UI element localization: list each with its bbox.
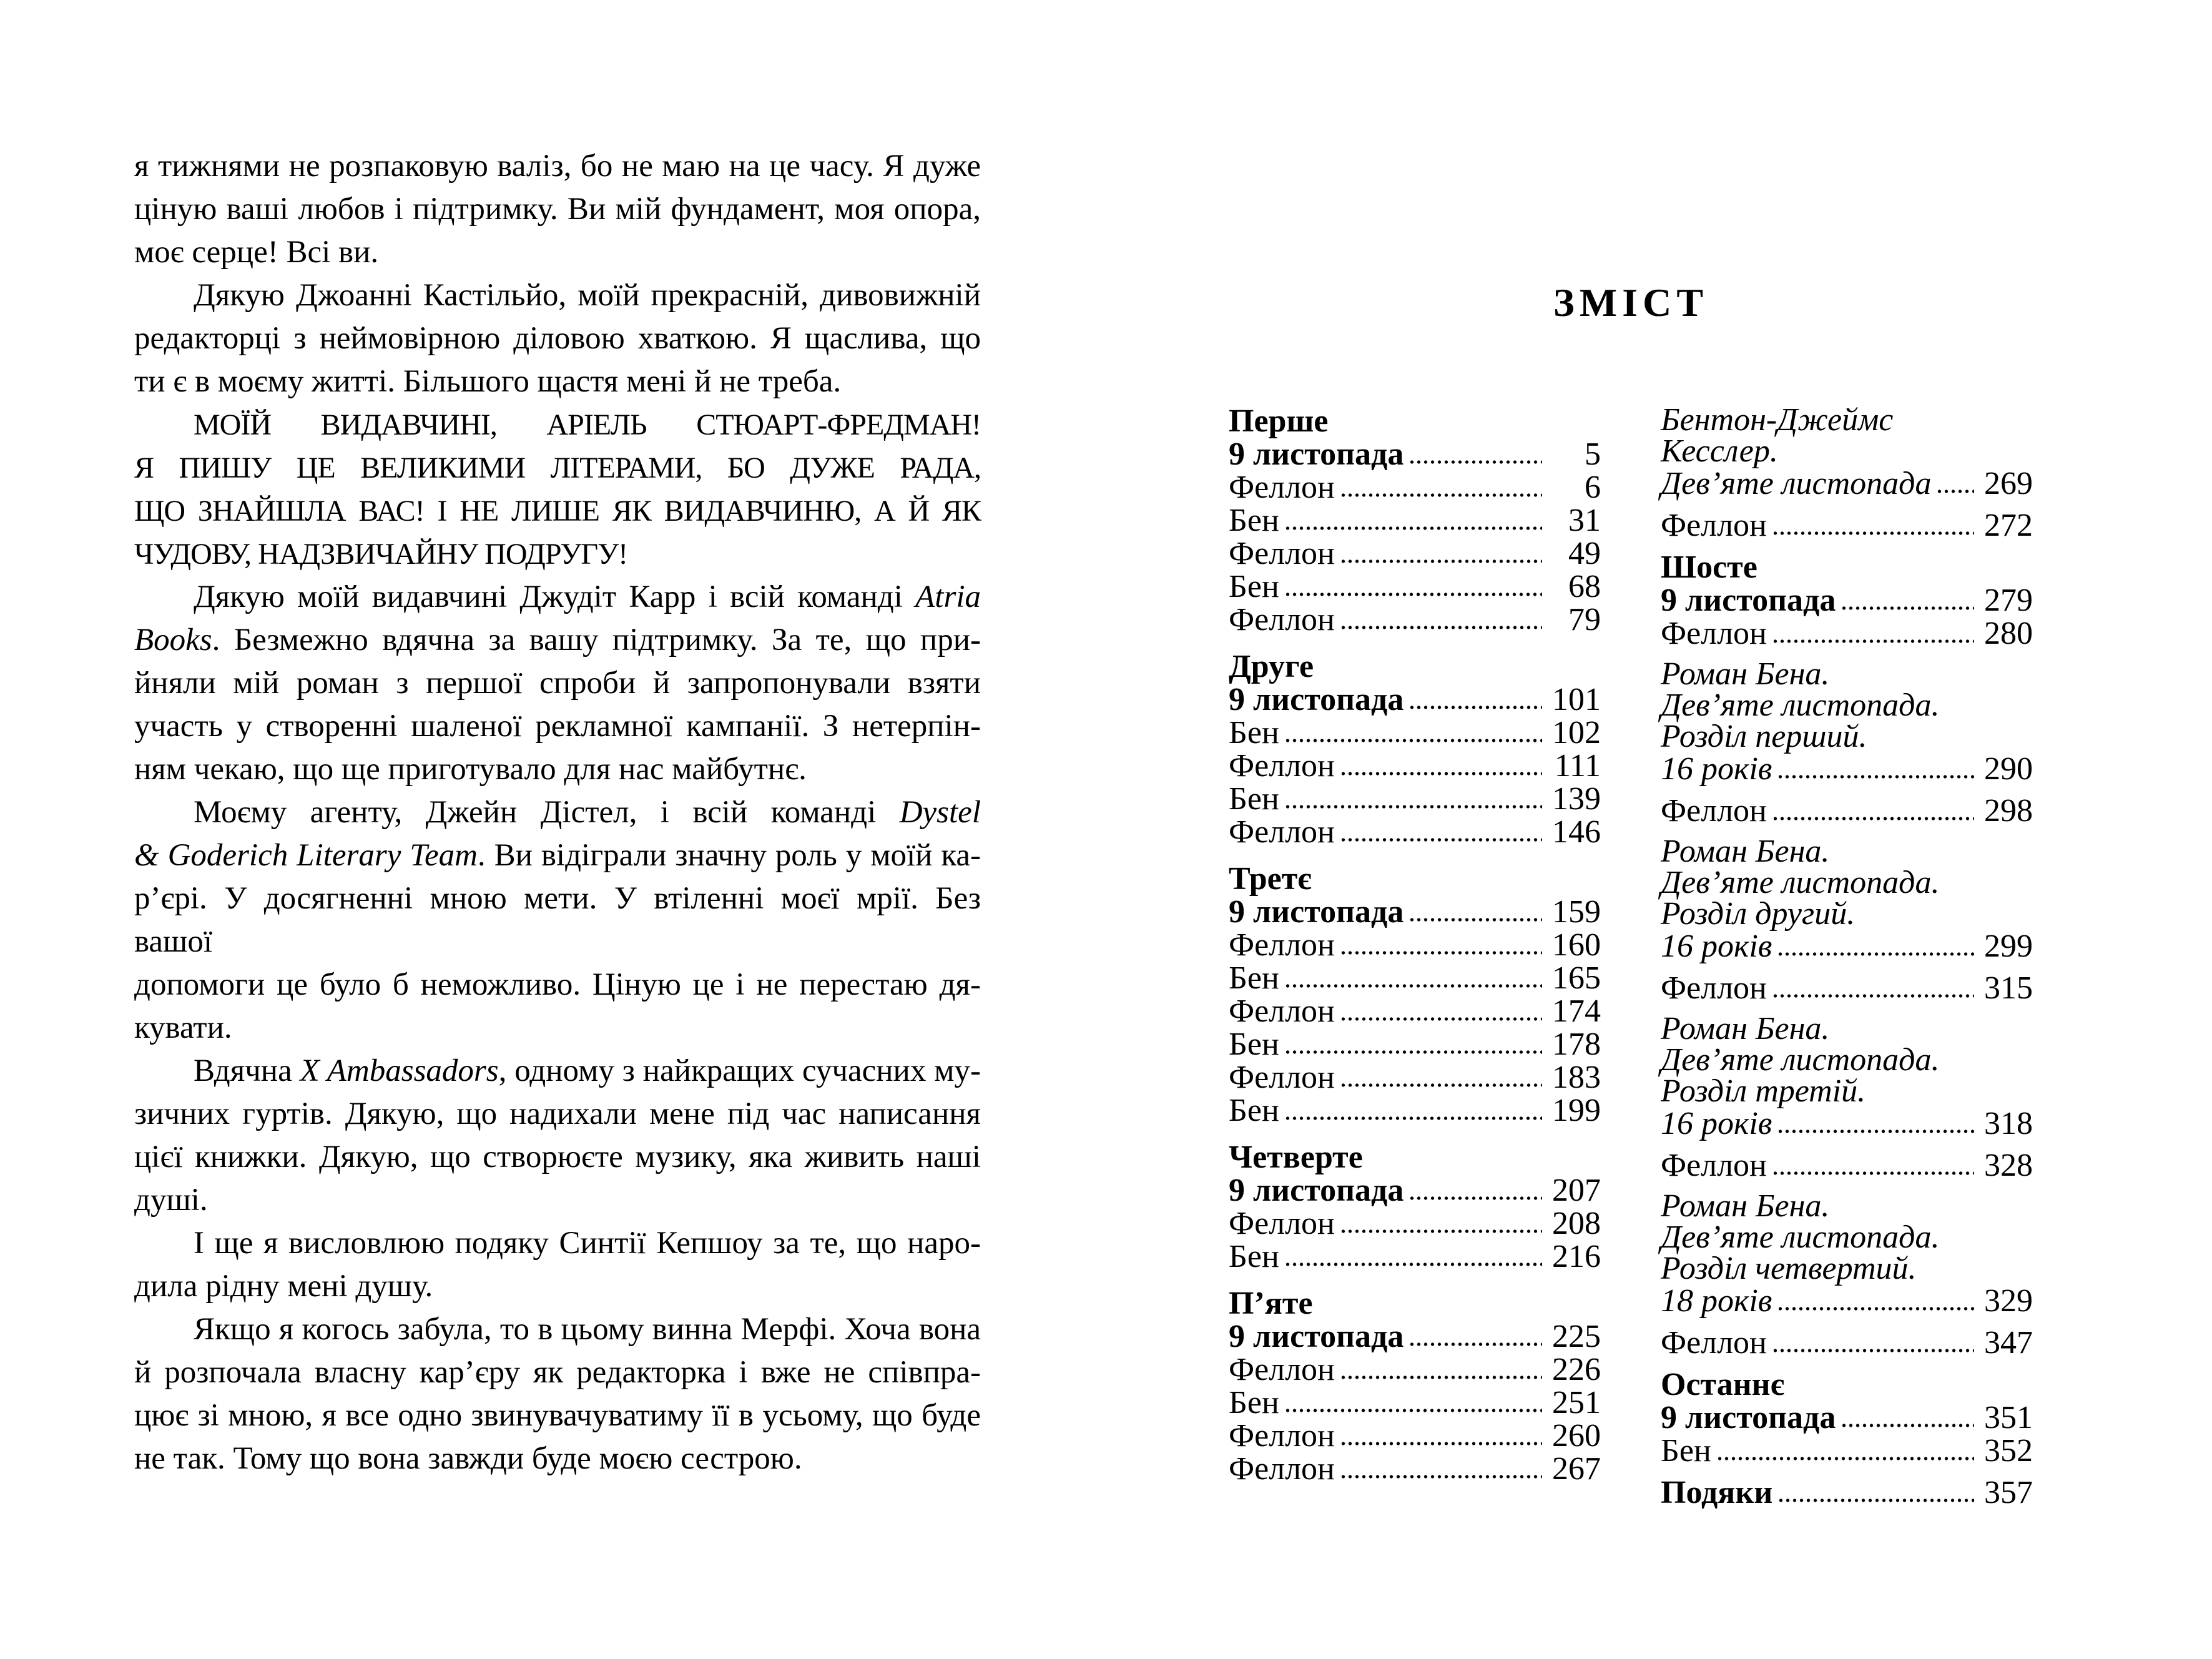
toc-entry-page-number: 260 — [1552, 1418, 1601, 1454]
toc-entry-page-number: 315 — [1984, 970, 2033, 1006]
toc-entry — [1661, 1149, 2033, 1182]
toc-entry-label: Феллон — [1229, 814, 1335, 850]
toc-entry-page-number: 347 — [1984, 1325, 2033, 1361]
toc-entry — [1229, 995, 1601, 1028]
toc-entry-line: Дев’яте листопада. — [1661, 687, 1940, 723]
toc-entry-line: Роман Бена. — [1661, 834, 1830, 869]
toc-entry — [1661, 1434, 2033, 1467]
toc-entry-label: Бен — [1229, 1239, 1279, 1274]
text-line — [134, 533, 981, 576]
text-line — [134, 877, 981, 963]
toc-entry — [1229, 603, 1601, 636]
toc-entry — [1661, 551, 2033, 617]
text-segment: зичних гуртів. Дякую, що надихали мене під час написання — [134, 1096, 981, 1131]
text-line — [134, 231, 981, 274]
toc-entry — [1229, 1287, 1601, 1353]
toc-entry-label: 9 листопада — [1229, 894, 1404, 930]
toc-entry — [1661, 402, 2033, 501]
toc-entry-page-number: 280 — [1984, 616, 2033, 651]
toc-column-left — [1229, 405, 1601, 1509]
contents-page-title: ЗМІСТ — [1553, 280, 1708, 325]
toc-entry — [1229, 504, 1601, 537]
toc-entry-page-number: 183 — [1552, 1060, 1601, 1095]
toc-entry-page-number: 225 — [1552, 1319, 1601, 1354]
text-line — [134, 490, 981, 533]
toc-entry-page-number: 101 — [1552, 682, 1601, 717]
text-line — [134, 360, 981, 403]
text-line — [134, 1093, 981, 1136]
toc-dot-leader — [1408, 704, 1542, 711]
toc-entry-line: Роман Бена. — [1661, 656, 1830, 692]
text-segment: не так. Тому що вона завжди буде моєю сестрою. — [134, 1441, 802, 1476]
toc-dot-leader — [1284, 1407, 1542, 1414]
text-line — [134, 188, 981, 231]
toc-section-heading: П’яте — [1229, 1286, 1313, 1321]
toc-dot-leader — [1772, 638, 1974, 644]
toc-entry-page-number: 5 — [1585, 436, 1601, 472]
text-line — [134, 576, 981, 619]
toc-dot-leader — [1340, 1440, 1542, 1447]
toc-entry-label: Бен — [1229, 1093, 1279, 1128]
toc-entry-page-number: 79 — [1568, 602, 1601, 638]
toc-entry — [1661, 656, 2033, 787]
toc-entry-page-number: 6 — [1585, 470, 1601, 505]
toc-dot-leader — [1340, 1228, 1542, 1234]
toc-entry — [1229, 1353, 1601, 1386]
toc-dot-leader — [1284, 591, 1542, 598]
text-segment-italic: & Goderich Literary Team — [134, 838, 478, 873]
toc-entry-page-number: 159 — [1552, 894, 1601, 930]
toc-dot-leader — [1284, 737, 1542, 744]
text-segment-italic: Atria — [915, 579, 981, 614]
text-segment: редакторці з неймовірною діловою хваткою. Я щаслива, що — [134, 321, 981, 356]
toc-entry-label: Феллон — [1229, 536, 1335, 571]
text-segment-italic: X Ambassadors — [300, 1053, 499, 1088]
toc-entry-page-number: 31 — [1568, 503, 1601, 538]
text-segment: . Ви відіграли значну роль у моїй ка- — [477, 838, 981, 873]
toc-entry-page-number: 352 — [1984, 1433, 2033, 1469]
text-segment: ЩО ЗНАЙШЛА ВАС! І НЕ ЛИШЕ ЯК ВИДАВЧИНЮ, А Й ЯК — [134, 495, 981, 528]
text-line — [134, 748, 981, 791]
toc-entry — [1229, 782, 1601, 815]
toc-entry-page-number: 226 — [1552, 1352, 1601, 1387]
toc-entry-page-number: 49 — [1568, 536, 1601, 571]
toc-dot-leader — [1340, 1474, 1542, 1480]
toc-dot-leader — [1408, 459, 1542, 465]
text-segment: моє серце! Всі ви. — [134, 235, 379, 270]
toc-dot-leader — [1340, 770, 1542, 777]
toc-column-right — [1661, 402, 2033, 1510]
text-line — [134, 1222, 981, 1265]
toc-dot-leader — [1772, 1347, 1974, 1354]
toc-entry-line: Розділ перший. — [1661, 719, 1867, 754]
text-line — [134, 1007, 981, 1050]
toc-dot-leader — [1284, 1115, 1542, 1121]
toc-entry-label: Феллон — [1661, 1148, 1767, 1183]
toc-entry-label: Феллон — [1661, 616, 1767, 651]
toc-entry-label: 9 листопада — [1229, 1319, 1404, 1354]
toc-dot-leader — [1284, 804, 1542, 810]
toc-dot-leader — [1340, 624, 1542, 631]
toc-entry-line: Бентон-Джеймс — [1661, 402, 1894, 438]
toc-entry-label: Бен — [1229, 1026, 1279, 1062]
toc-entry-label: 18 років — [1661, 1283, 1772, 1319]
toc-entry-label: Бен — [1229, 569, 1279, 604]
toc-entry — [1661, 509, 2033, 542]
toc-entry-page-number: 178 — [1552, 1026, 1601, 1062]
toc-entry — [1229, 749, 1601, 782]
toc-entry — [1229, 1207, 1601, 1240]
toc-entry-label: 16 років — [1661, 928, 1772, 964]
toc-entry-label: Феллон — [1661, 508, 1767, 543]
toc-entry-page-number: 328 — [1984, 1148, 2033, 1183]
toc-entry-label: 9 листопада — [1229, 1173, 1404, 1208]
toc-entry — [1229, 1386, 1601, 1419]
toc-entry — [1661, 1476, 2033, 1509]
text-line — [134, 1351, 981, 1394]
toc-dot-leader — [1284, 983, 1542, 989]
toc-section-heading: Четверте — [1229, 1140, 1363, 1175]
toc-entry-page-number: 146 — [1552, 814, 1601, 850]
toc-dot-leader — [1340, 1374, 1542, 1381]
text-line — [134, 619, 981, 662]
toc-entry — [1661, 794, 2033, 827]
toc-entry-label: 16 років — [1661, 751, 1772, 787]
toc-entry — [1661, 1013, 2033, 1140]
toc-entry-label: Феллон — [1661, 970, 1767, 1006]
toc-dot-leader — [1284, 525, 1542, 531]
text-segment: І ще я висловлюю подяку Синтії Кепшоу за те, що наро- — [194, 1226, 981, 1261]
toc-section-heading: Друге — [1229, 649, 1314, 684]
text-line — [134, 705, 981, 748]
toc-entry-label: Феллон — [1661, 793, 1767, 829]
text-segment: Вдячна — [194, 1053, 300, 1088]
toc-entry-page-number: 298 — [1984, 793, 2033, 829]
toc-entry-page-number: 267 — [1552, 1451, 1601, 1487]
toc-entry — [1661, 972, 2033, 1005]
toc-dot-leader — [1936, 488, 1974, 495]
toc-entry — [1661, 1188, 2033, 1319]
toc-entry-label: 9 листопада — [1661, 1400, 1836, 1435]
toc-entry-label: Бен — [1229, 781, 1279, 817]
toc-entry-page-number: 357 — [1984, 1475, 2033, 1510]
text-line — [134, 662, 981, 705]
text-segment: йняли мій роман з першої спроби й запропонували взяти — [134, 666, 981, 701]
toc-entry — [1661, 836, 2033, 963]
toc-entry — [1229, 716, 1601, 749]
text-segment: Моєму агенту, Джейн Дістел, і всій команді — [194, 795, 900, 830]
toc-dot-leader — [1772, 993, 1974, 999]
toc-dot-leader — [1841, 1422, 1974, 1429]
toc-entry-page-number: 251 — [1552, 1385, 1601, 1420]
text-line — [134, 1179, 981, 1222]
toc-section-heading: Третє — [1229, 861, 1312, 897]
text-segment: . Безмежно вдячна за вашу підтримку. За те, що при- — [212, 623, 981, 657]
toc-entry-line: Розділ другий. — [1661, 896, 1856, 932]
text-line — [134, 1265, 981, 1308]
toc-entry — [1229, 471, 1601, 504]
toc-entry-page-number: 139 — [1552, 781, 1601, 817]
toc-dot-leader — [1340, 1016, 1542, 1022]
toc-entry-page-number: 290 — [1984, 751, 2033, 787]
text-line — [134, 963, 981, 1007]
toc-dot-leader — [1284, 1261, 1542, 1268]
toc-entry — [1229, 1419, 1601, 1452]
text-line — [134, 446, 981, 490]
toc-entry-page-number: 299 — [1984, 928, 2033, 964]
toc-section-heading: Перше — [1229, 403, 1329, 439]
text-segment: р’єрі. У досягненні мною мети. У втіленні моєї мрії. Без вашої — [134, 881, 981, 959]
toc-entry-page-number: 279 — [1984, 583, 2033, 618]
toc-entry-label: Бен — [1229, 960, 1279, 996]
toc-section-heading: Шосте — [1661, 549, 1757, 585]
toc-entry-line: Кесслер. — [1661, 433, 1778, 469]
text-segment: ням чекаю, що ще приготувало для нас майбутнє. — [134, 752, 807, 787]
text-line — [134, 791, 981, 834]
toc-entry-line: Розділ четвертий. — [1661, 1251, 1917, 1286]
toc-dot-leader — [1340, 558, 1542, 564]
toc-entry-label: 9 листопада — [1229, 682, 1404, 717]
toc-entry-page-number: 174 — [1552, 993, 1601, 1029]
toc-entry-page-number: 351 — [1984, 1400, 2033, 1435]
text-segment: цює зі мною, я все одно звинувачуватиму її в усьому, що буде — [134, 1398, 981, 1433]
toc-entry — [1229, 815, 1601, 849]
toc-entry-label: Феллон — [1229, 1418, 1335, 1454]
text-segment: Якщо я когось забула, то в цьому винна Мерфі. Хоча вона — [194, 1312, 981, 1347]
toc-entry-page-number: 207 — [1552, 1173, 1601, 1208]
text-segment: Я ПИШУ ЦЕ ВЕЛИКИМИ ЛІТЕРАМИ, БО ДУЖЕ РАДА, — [134, 451, 981, 485]
toc-dot-leader — [1340, 492, 1542, 498]
toc-entry-page-number: 329 — [1984, 1283, 2033, 1319]
toc-entry-line: Роман Бена. — [1661, 1188, 1830, 1224]
toc-entry — [1229, 1141, 1601, 1207]
toc-entry-label: Феллон — [1229, 1451, 1335, 1487]
toc-section-heading: Останнє — [1661, 1367, 1785, 1402]
toc-entry-page-number: 68 — [1568, 569, 1601, 604]
toc-entry-label: 16 років — [1661, 1106, 1772, 1141]
toc-entry-page-number: 272 — [1984, 508, 2033, 543]
toc-entry-label: Феллон — [1229, 993, 1335, 1029]
toc-entry — [1229, 405, 1601, 471]
toc-entry — [1229, 962, 1601, 995]
toc-entry-label: Подяки — [1661, 1475, 1773, 1510]
toc-entry-line: Дев’яте листопада. — [1661, 1219, 1940, 1255]
toc-entry — [1229, 537, 1601, 570]
text-line — [134, 145, 981, 188]
toc-entry-line: Дев’яте листопада. — [1661, 1042, 1940, 1078]
toc-entry-page-number: 102 — [1552, 715, 1601, 751]
text-segment: дила рідну мені душу. — [134, 1269, 433, 1304]
text-segment: Дякую Джоанні Кастільйо, моїй прекрасній, дивовижній — [194, 278, 981, 313]
table-of-contents — [1229, 402, 2033, 1510]
toc-dot-leader — [1841, 605, 1974, 611]
toc-entry-label: Феллон — [1661, 1325, 1767, 1361]
toc-entry-label: Бен — [1229, 715, 1279, 751]
toc-entry-page-number: 165 — [1552, 960, 1601, 996]
text-line — [134, 1136, 981, 1179]
toc-dot-leader — [1340, 950, 1542, 956]
toc-entry — [1229, 928, 1601, 962]
text-segment: й розпочала власну кар’єру як редакторка і вже не співпра- — [134, 1355, 981, 1390]
toc-entry — [1661, 1368, 2033, 1434]
text-line — [134, 1308, 981, 1351]
toc-entry-label: Феллон — [1229, 602, 1335, 638]
text-line — [134, 1050, 981, 1093]
toc-entry-label: Феллон — [1229, 470, 1335, 505]
toc-entry-line: Розділ третій. — [1661, 1073, 1866, 1109]
toc-entry-label: 9 листопада — [1229, 436, 1404, 472]
text-line — [134, 1437, 981, 1480]
toc-dot-leader — [1772, 1170, 1974, 1176]
toc-entry-label: Бен — [1661, 1433, 1711, 1469]
text-segment-italic: Books — [134, 623, 212, 657]
toc-dot-leader — [1408, 1341, 1542, 1347]
text-segment-italic: Dystel — [899, 795, 981, 830]
toc-dot-leader — [1340, 1082, 1542, 1088]
toc-entry-page-number: 199 — [1552, 1093, 1601, 1128]
toc-entry-label: Феллон — [1229, 748, 1335, 784]
toc-entry — [1229, 570, 1601, 603]
toc-dot-leader — [1716, 1455, 1974, 1462]
text-line — [134, 834, 981, 877]
toc-entry — [1229, 1240, 1601, 1273]
toc-entry — [1229, 1094, 1601, 1127]
toc-dot-leader — [1777, 774, 1974, 780]
toc-entry-page-number: 111 — [1554, 748, 1601, 784]
toc-dot-leader — [1777, 1306, 1974, 1312]
text-segment: участь у створенні шаленої рекламної кампанії. З нетерпін- — [134, 709, 981, 744]
toc-entry-line: Дев’яте листопада. — [1661, 865, 1940, 900]
toc-entry — [1229, 862, 1601, 928]
toc-dot-leader — [1284, 1049, 1542, 1055]
toc-entry-page-number: 269 — [1984, 466, 2033, 501]
text-line — [134, 274, 981, 317]
toc-entry-label: Феллон — [1229, 927, 1335, 963]
text-line — [134, 403, 981, 446]
toc-entry-page-number: 318 — [1984, 1106, 2033, 1141]
text-segment: ти є в моєму житті. Більшого щастя мені й не треба. — [134, 364, 842, 399]
toc-dot-leader — [1777, 951, 1974, 957]
toc-dot-leader — [1408, 917, 1542, 923]
text-segment: допомоги це було б неможливо. Ціную це і не перестаю дя- — [134, 967, 981, 1002]
text-segment: ціную ваші любов і підтримку. Ви мій фундамент, моя опора, — [134, 192, 981, 227]
text-line — [134, 1394, 981, 1437]
toc-dot-leader — [1772, 815, 1974, 822]
toc-dot-leader — [1408, 1195, 1542, 1201]
toc-entry-label: Дев’яте листопада — [1661, 466, 1932, 501]
text-segment: кувати. — [134, 1010, 232, 1045]
toc-dot-leader — [1777, 1128, 1974, 1135]
toc-entry-label: Феллон — [1229, 1206, 1335, 1241]
toc-entry-page-number: 160 — [1552, 927, 1601, 963]
toc-entry-label: Феллон — [1229, 1352, 1335, 1387]
toc-entry-page-number: 216 — [1552, 1239, 1601, 1274]
toc-entry-label: Феллон — [1229, 1060, 1335, 1095]
text-segment: МОЇЙ ВИДАВЧИНІ, АРІЕЛЬ СТЮАРТ-ФРЕДМАН! — [194, 408, 981, 441]
toc-entry-label: 9 листопада — [1661, 583, 1836, 618]
text-line — [134, 317, 981, 360]
toc-entry — [1661, 617, 2033, 650]
acknowledgments-text-block — [134, 145, 981, 1480]
text-segment: ЧУДОВУ, НАДЗВИЧАЙНУ ПОДРУГУ! — [134, 538, 628, 571]
toc-entry — [1229, 1028, 1601, 1061]
toc-entry-line: Роман Бена. — [1661, 1011, 1830, 1046]
toc-entry-label: Бен — [1229, 1385, 1279, 1420]
toc-dot-leader — [1772, 530, 1974, 536]
toc-dot-leader — [1777, 1497, 1974, 1504]
text-segment: душі. — [134, 1183, 208, 1218]
toc-entry — [1229, 1061, 1601, 1094]
text-segment: цієї книжки. Дякую, що створюєте музику, яка живить наші — [134, 1140, 981, 1174]
text-segment: , одному з найкращих сучасних му- — [498, 1053, 981, 1088]
text-segment: я тижнями не розпаковую валіз, бо не маю на це часу. Я дуже — [134, 149, 981, 184]
toc-entry — [1229, 1452, 1601, 1485]
toc-entry-page-number: 208 — [1552, 1206, 1601, 1241]
toc-entry — [1661, 1326, 2033, 1359]
toc-entry-label: Бен — [1229, 503, 1279, 538]
text-segment: Дякую моїй видавчині Джудіт Карр і всій команді — [194, 579, 916, 614]
toc-dot-leader — [1340, 837, 1542, 843]
toc-entry — [1229, 650, 1601, 716]
